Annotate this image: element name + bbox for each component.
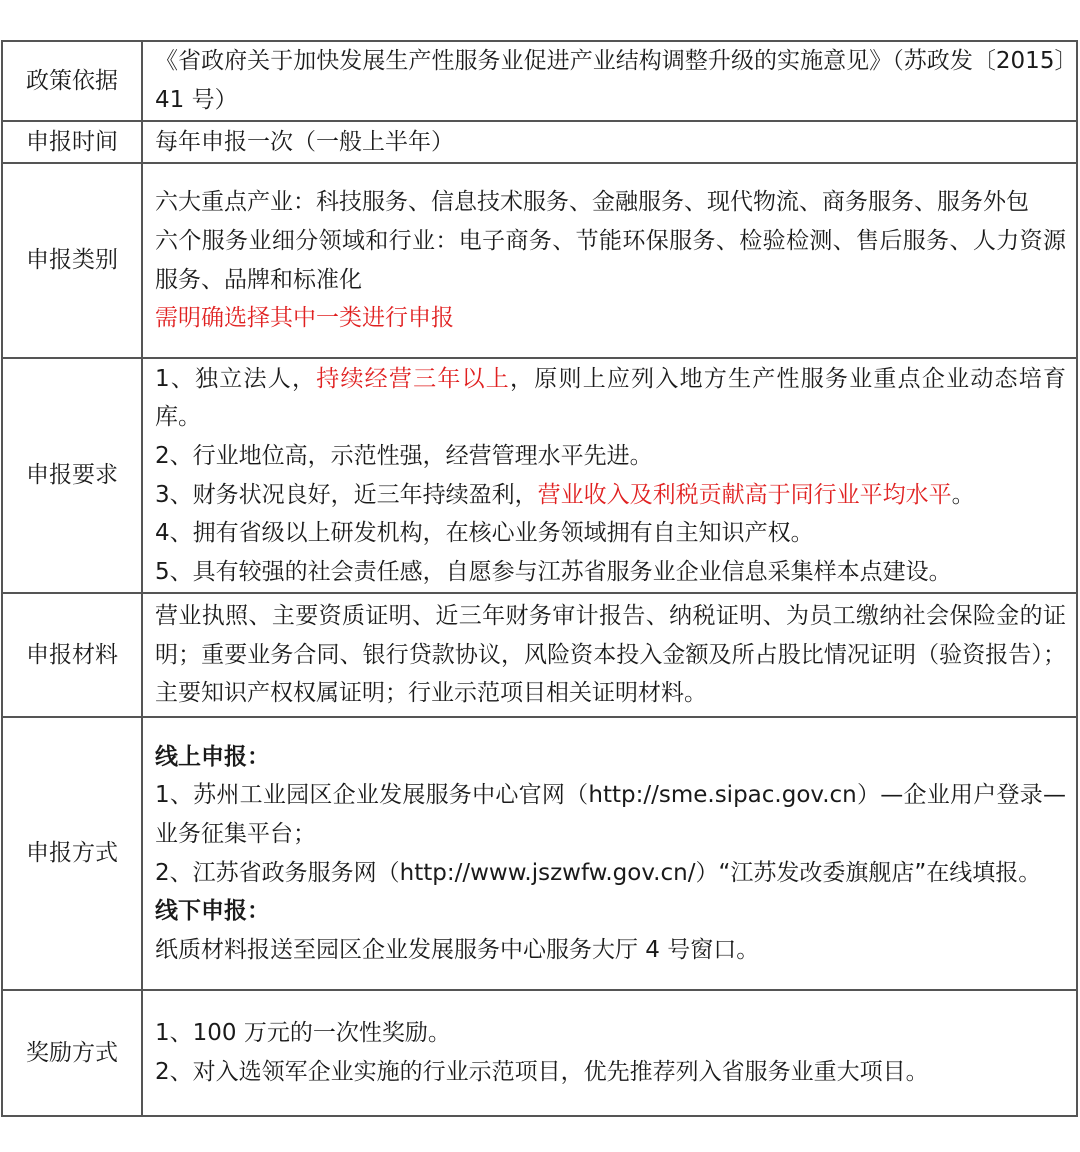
materials-text: 营业执照、主要资质证明、近三年财务审计报告、纳税证明、为员工缴纳社会保险金的证明；重要业务合同、银行贷款协议，风险资本投入金额及所占股比情况证明（验资报告）；主要知识产权权属证明；行业示范项目相关证明材料。: [142, 593, 1077, 717]
application-time-text: 每年申报一次（一般上半年）: [142, 121, 1077, 163]
category-key-industries: 六大重点产业：科技服务、信息技术服务、金融服务、现代物流、商务服务、服务外包: [155, 189, 1029, 216]
requirement-item: 3、财务状况良好，近三年持续盈利，营业收入及利税贡献高于同行业平均水平。: [155, 481, 975, 508]
online-method-2: 2、江苏省政务服务网（http://www.jszwfw.gov.cn/）“江苏发改委旗舰店”在线填报。: [155, 859, 1042, 886]
reward-cell: [142, 990, 1077, 1116]
row-label: 申报要求: [2, 358, 142, 593]
reward-item: 1、100 万元的一次性奖励。: [155, 1020, 451, 1047]
row-materials: [2, 593, 1077, 717]
requirements-cell: [142, 358, 1077, 593]
policy-basis-text: 《省政府关于加快发展生产性服务业促进产业结构调整升级的实施意见》（苏政发〔2015〕41 号）: [142, 41, 1077, 121]
row-reward: [2, 990, 1077, 1116]
category-note: 需明确选择其中一类进行申报: [155, 305, 454, 332]
reward-item: 2、对入选领军企业实施的行业示范项目，优先推荐列入省服务业重大项目。: [155, 1059, 929, 1085]
application-category-cell: [142, 163, 1077, 358]
row-requirements: [2, 358, 1077, 593]
row-label: 申报类别: [2, 163, 142, 358]
requirement-item: 5、具有较强的社会责任感，自愿参与江苏省服务业企业信息采集样本点建设。: [155, 558, 952, 585]
policy-table: [1, 40, 1078, 1117]
row-application-category: [2, 163, 1077, 358]
row-label: 申报材料: [2, 593, 142, 717]
offline-heading: 线下申报：: [155, 898, 270, 925]
requirement-highlight: 持续经营三年以上: [316, 365, 511, 392]
requirement-item: 1、独立法人，持续经营三年以上，原则上应列入地方生产性服务业重点企业动态培育库。: [155, 365, 1067, 431]
row-application-time: [2, 121, 1077, 163]
online-method-1: 1、苏州工业园区企业发展服务中心官网（http://sme.sipac.gov.cn）—企业用户登录—业务征集平台；: [155, 782, 1066, 847]
online-heading: 线上申报：: [155, 743, 270, 770]
offline-method-1: 纸质材料报送至园区企业发展服务中心服务大厅 4 号窗口。: [155, 936, 760, 963]
row-application-method: [2, 717, 1077, 990]
row-label: 申报时间: [2, 121, 142, 163]
requirement-item: 4、拥有省级以上研发机构，在核心业务领域拥有自主知识产权。: [155, 520, 814, 547]
category-sub-fields: 六个服务业细分领域和行业：电子商务、节能环保服务、检验检测、售后服务、人力资源服务、品牌和标准化: [155, 227, 1066, 293]
application-method-cell: [142, 717, 1077, 990]
requirement-item: 2、行业地位高，示范性强，经营管理水平先进。: [155, 442, 653, 469]
row-label: 奖励方式: [2, 990, 142, 1116]
row-label: 申报方式: [2, 717, 142, 990]
row-policy-basis: [2, 41, 1077, 121]
requirement-highlight: 营业收入及利税贡献高于同行业平均水平: [537, 481, 952, 508]
row-label: 政策依据: [2, 41, 142, 121]
